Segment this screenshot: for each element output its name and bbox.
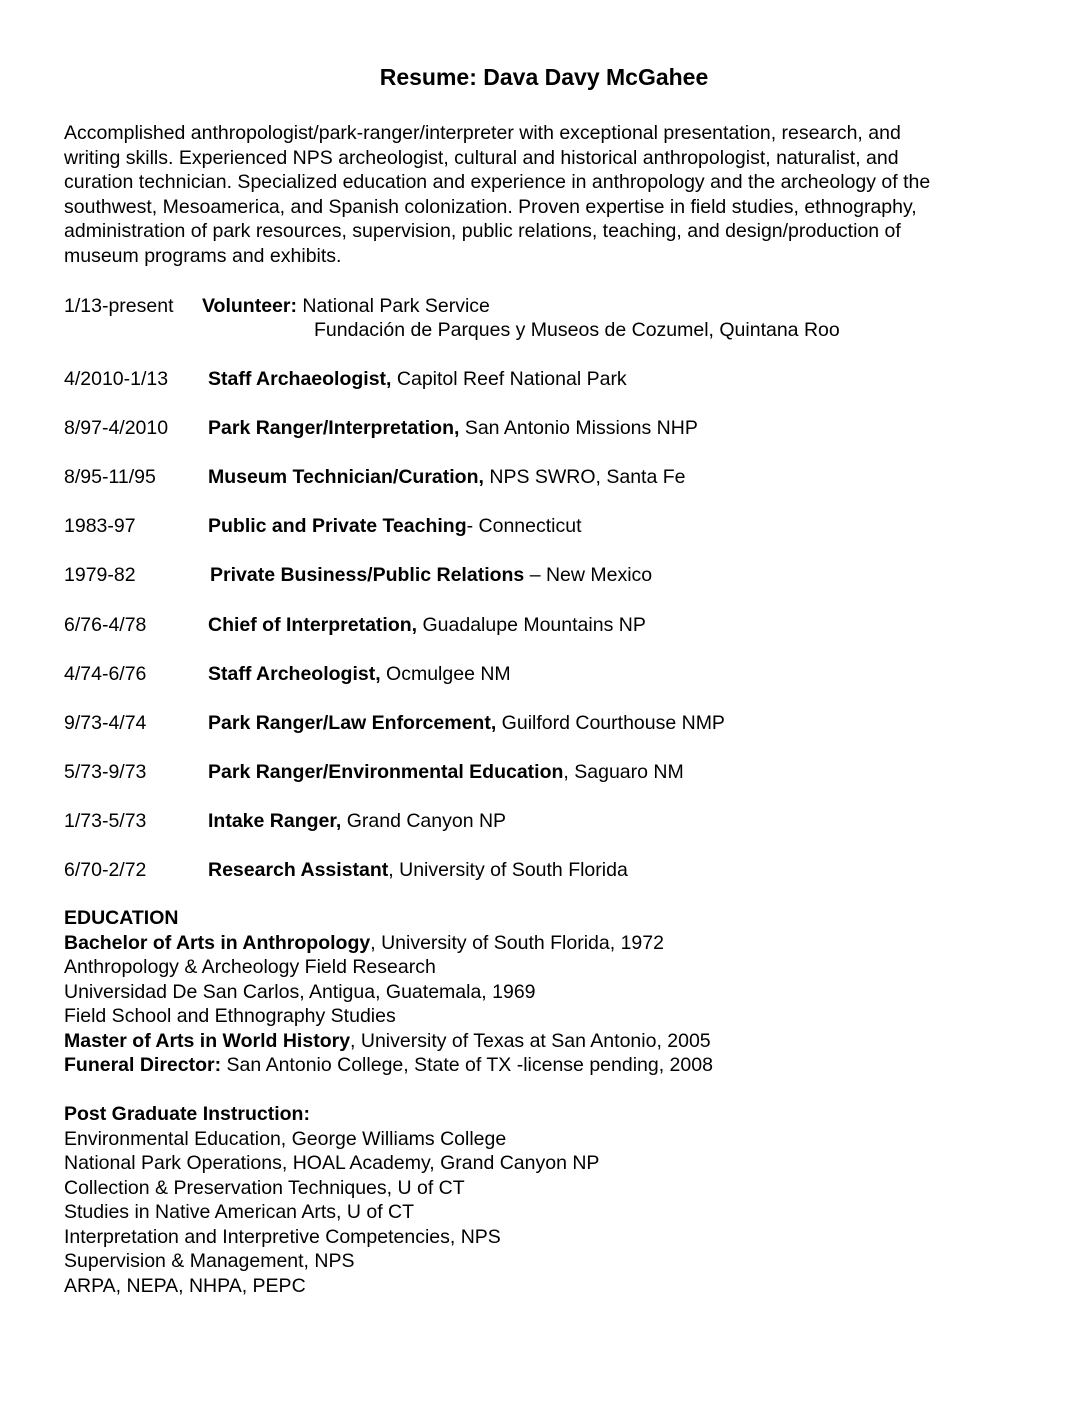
instruction-item: Studies in Native American Arts, U of CT <box>64 1201 415 1223</box>
education-item <box>64 1053 713 1078</box>
job-role: Volunteer: <box>202 295 297 317</box>
job-role: Private Business/Public Relations <box>210 564 525 586</box>
job-description <box>208 662 511 686</box>
job-detail: Guadalupe Mountains NP <box>417 614 646 636</box>
job-detail: Ocmulgee NM <box>380 663 511 685</box>
education-item: Field School and Ethnography Studies <box>64 1005 396 1027</box>
job-detail-continued: Fundación de Parques y Museos de Cozumel, Quintana Roo <box>314 319 840 341</box>
post-graduate-section <box>64 1102 599 1298</box>
job-detail: – New Mexico <box>524 564 653 586</box>
post-graduate-heading-text: Post Graduate Instruction: <box>64 1103 310 1125</box>
degree-name: Funeral Director: <box>64 1054 222 1076</box>
job-description <box>208 760 684 784</box>
instruction-item: National Park Operations, HOAL Academy, Grand Canyon NP <box>64 1152 600 1174</box>
job-date: 6/70-2/72 <box>64 859 147 881</box>
education-heading <box>64 906 713 931</box>
job-role: Museum Technician/Curation, <box>208 466 484 488</box>
degree-detail: , University of Texas at San Antonio, 2005 <box>350 1029 711 1052</box>
education-item <box>64 931 713 956</box>
job-detail: San Antonio Missions NHP <box>459 417 698 439</box>
education-item: Universidad De San Carlos, Antigua, Guatemala, 1969 <box>64 980 536 1003</box>
job-role: Park Ranger/Law Enforcement, <box>208 712 497 734</box>
job-date: 6/76-4/78 <box>64 614 147 636</box>
job-description <box>208 613 646 637</box>
degree-detail: San Antonio College, State of TX -license pending, 2008 <box>221 1054 713 1076</box>
job-date: 4/74-6/76 <box>64 663 147 685</box>
job-date: 8/97-4/2010 <box>64 417 169 439</box>
job-detail: Grand Canyon NP <box>341 810 507 832</box>
job-detail: NPS SWRO, Santa Fe <box>483 466 686 488</box>
job-description <box>208 416 698 440</box>
education-item: Anthropology & Archeology Field Research <box>64 956 436 978</box>
job-role: Staff Archeologist, <box>208 663 381 685</box>
post-graduate-heading <box>64 1102 599 1127</box>
job-role: Public and Private Teaching <box>208 515 467 537</box>
job-detail: , University of South Florida <box>388 859 628 881</box>
job-role: Staff Archaeologist, <box>208 368 392 390</box>
summary-line: Accomplished anthropologist/park-ranger/interpreter with exceptional presentation, research, and <box>64 122 901 144</box>
job-role: Park Ranger/Interpretation, <box>208 417 460 439</box>
job-date: 1/13-present <box>64 295 174 317</box>
instruction-item: Supervision & Management, NPS <box>64 1250 355 1272</box>
job-role: Intake Ranger, <box>208 810 342 832</box>
education-heading-text: EDUCATION <box>64 907 179 929</box>
instruction-item: Environmental Education, George Williams College <box>64 1127 507 1150</box>
job-description <box>208 367 627 391</box>
job-date: 5/73-9/73 <box>64 761 147 783</box>
job-description <box>208 514 582 538</box>
job-role: Research Assistant <box>208 859 389 881</box>
job-detail: , Saguaro NM <box>563 761 684 783</box>
job-date: 1/73-5/73 <box>64 810 147 832</box>
job-description <box>208 858 628 882</box>
instruction-item: Interpretation and Interpretive Competencies, NPS <box>64 1225 501 1248</box>
job-detail: National Park Service <box>296 295 490 317</box>
job-date: 1983-97 <box>64 515 136 537</box>
summary-line: southwest, Mesoamerica, and Spanish colonization. Proven expertise in field studies, ethnography, <box>64 195 917 218</box>
job-date: 1979-82 <box>64 564 136 586</box>
instruction-item: Collection & Preservation Techniques, U of CT <box>64 1176 465 1199</box>
instruction-item: ARPA, NEPA, NHPA, PEPC <box>64 1274 306 1297</box>
job-description <box>210 563 652 587</box>
job-description <box>208 465 686 489</box>
job-description <box>208 711 725 735</box>
job-role: Park Ranger/Environmental Education <box>208 761 564 783</box>
education-section <box>64 906 713 1078</box>
degree-detail: , University of South Florida, 1972 <box>370 931 664 954</box>
summary-line: museum programs and exhibits. <box>64 244 342 267</box>
job-date: 4/2010-1/13 <box>64 368 169 390</box>
job-detail: Guilford Courthouse NMP <box>496 712 725 734</box>
job-date: 9/73-4/74 <box>64 712 147 734</box>
summary-line: curation technician. Specialized education and experience in anthropology and the archeology of the <box>64 171 931 194</box>
job-detail: Capitol Reef National Park <box>391 368 627 390</box>
summary-line: writing skills. Experienced NPS archeologist, cultural and historical anthropologist, naturalist, and <box>64 146 899 169</box>
degree-name: Master of Arts in World History <box>64 1029 351 1052</box>
job-detail: - Connecticut <box>466 515 582 537</box>
summary-paragraph <box>64 121 1024 269</box>
job-role: Chief of Interpretation, <box>208 614 418 636</box>
job-description <box>208 809 506 833</box>
summary-line: administration of park resources, supervision, public relations, teaching, and design/production of <box>64 220 901 243</box>
education-item <box>64 1029 713 1054</box>
job-description <box>202 294 490 318</box>
page-title: Resume: Dava Davy McGahee <box>379 64 709 90</box>
job-date: 8/95-11/95 <box>64 466 156 488</box>
degree-name: Bachelor of Arts in Anthropology <box>64 931 371 954</box>
